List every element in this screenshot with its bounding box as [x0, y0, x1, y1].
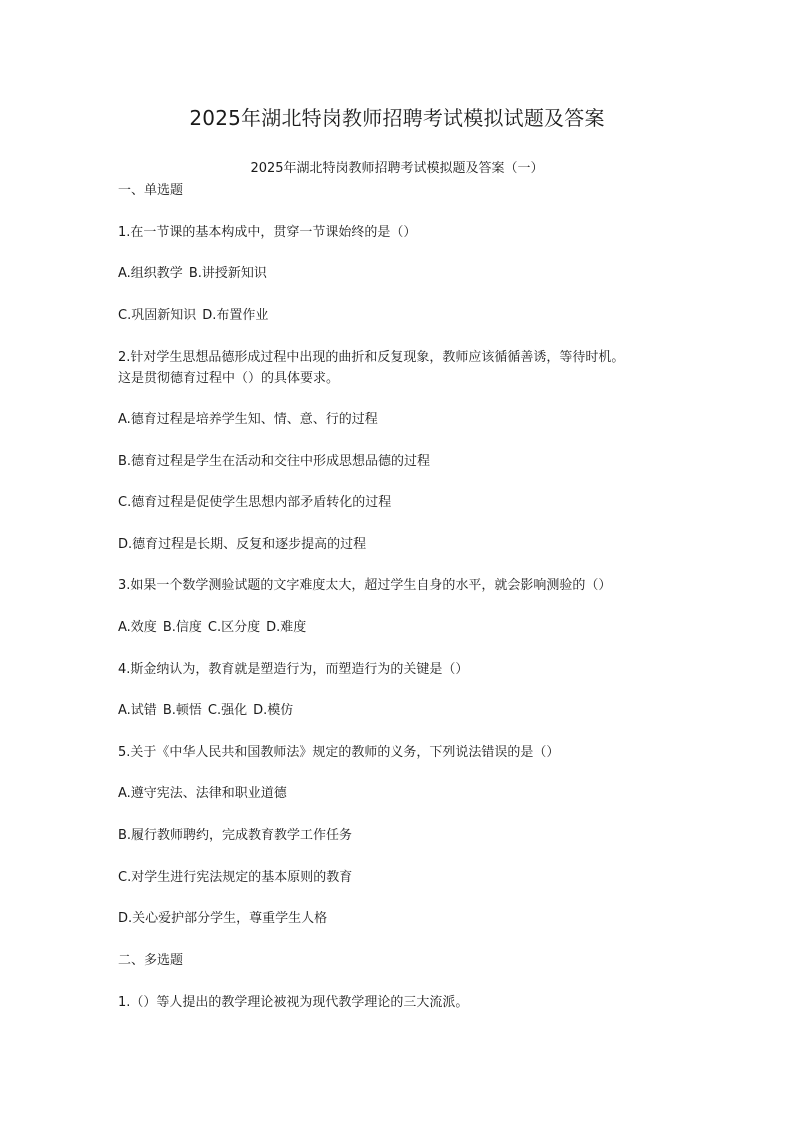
question-5-stem: 5.关于《中华人民共和国教师法》规定的教师的义务，下列说法错误的是（）	[118, 745, 560, 760]
question-5-option-c: C.对学生进行宪法规定的基本原则的教育	[118, 870, 353, 885]
question-1-option-a: A.组织教学	[118, 266, 183, 281]
question-2-stem-line-1: 2.针对学生思想品德形成过程中出现的曲折和反复现象，教师应该循循善诱，等待时机。	[118, 350, 625, 365]
question-1-option-d: D.布置作业	[202, 308, 269, 323]
question-4-option-b: B.顿悟	[162, 703, 202, 718]
question-1-option-c: C.巩固新知识	[118, 308, 197, 323]
question-5-option-b: B.履行教师聘约，完成教育教学工作任务	[118, 828, 353, 843]
document-title: 2025年湖北特岗教师招聘考试模拟试题及答案	[189, 106, 605, 130]
section-heading-single-choice: 一、单选题	[118, 183, 184, 198]
question-3-option-b: B.信度	[162, 620, 202, 635]
question-1-options-row-1	[118, 264, 678, 283]
document-subtitle: 2025年湖北特岗教师招聘考试模拟题及答案（一）	[250, 161, 544, 176]
question-3-option-d: D.难度	[266, 620, 307, 635]
question-4-option-a: A.试错	[118, 703, 157, 718]
question-3-option-c: C.区分度	[207, 620, 261, 635]
question-1-stem: 1.在一节课的基本构成中，贯穿一节课始终的是（）	[118, 225, 417, 240]
question-3-stem: 3.如果一个数学测验试题的文字难度太大，超过学生自身的水平，就会影响测验的（）	[118, 578, 612, 593]
question-5-option-a: A.遵守宪法、法律和职业道德	[118, 786, 287, 801]
question-2-stem-line-2: 这是贯彻德育过程中（）的具体要求。	[118, 371, 340, 386]
multi-question-1-stem: 1.（）等人提出的教学理论被视为现代教学理论的三大流派。	[118, 995, 469, 1010]
question-1-option-b: B.讲授新知识	[188, 266, 267, 281]
question-4-option-d: D.模仿	[253, 703, 294, 718]
question-2-option-c: C.德育过程是促使学生思想内部矛盾转化的过程	[118, 495, 392, 510]
question-3-options	[118, 618, 678, 637]
question-4-option-c: C.强化	[207, 703, 248, 718]
question-5-option-d: D.关心爱护部分学生，尊重学生人格	[118, 911, 328, 926]
question-4-options	[118, 701, 678, 720]
question-4-stem: 4.斯金纳认为，教育就是塑造行为，而塑造行为的关键是（）	[118, 662, 469, 677]
section-heading-multiple-choice: 二、多选题	[118, 953, 184, 968]
question-2-option-d: D.德育过程是长期、反复和逐步提高的过程	[118, 537, 367, 552]
question-1-options-row-2	[118, 306, 678, 325]
question-2-option-a: A.德育过程是培养学生知、情、意、行的过程	[118, 412, 378, 427]
question-2-option-b: B.德育过程是学生在活动和交往中形成思想品德的过程	[118, 454, 431, 469]
question-3-option-a: A.效度	[118, 620, 157, 635]
